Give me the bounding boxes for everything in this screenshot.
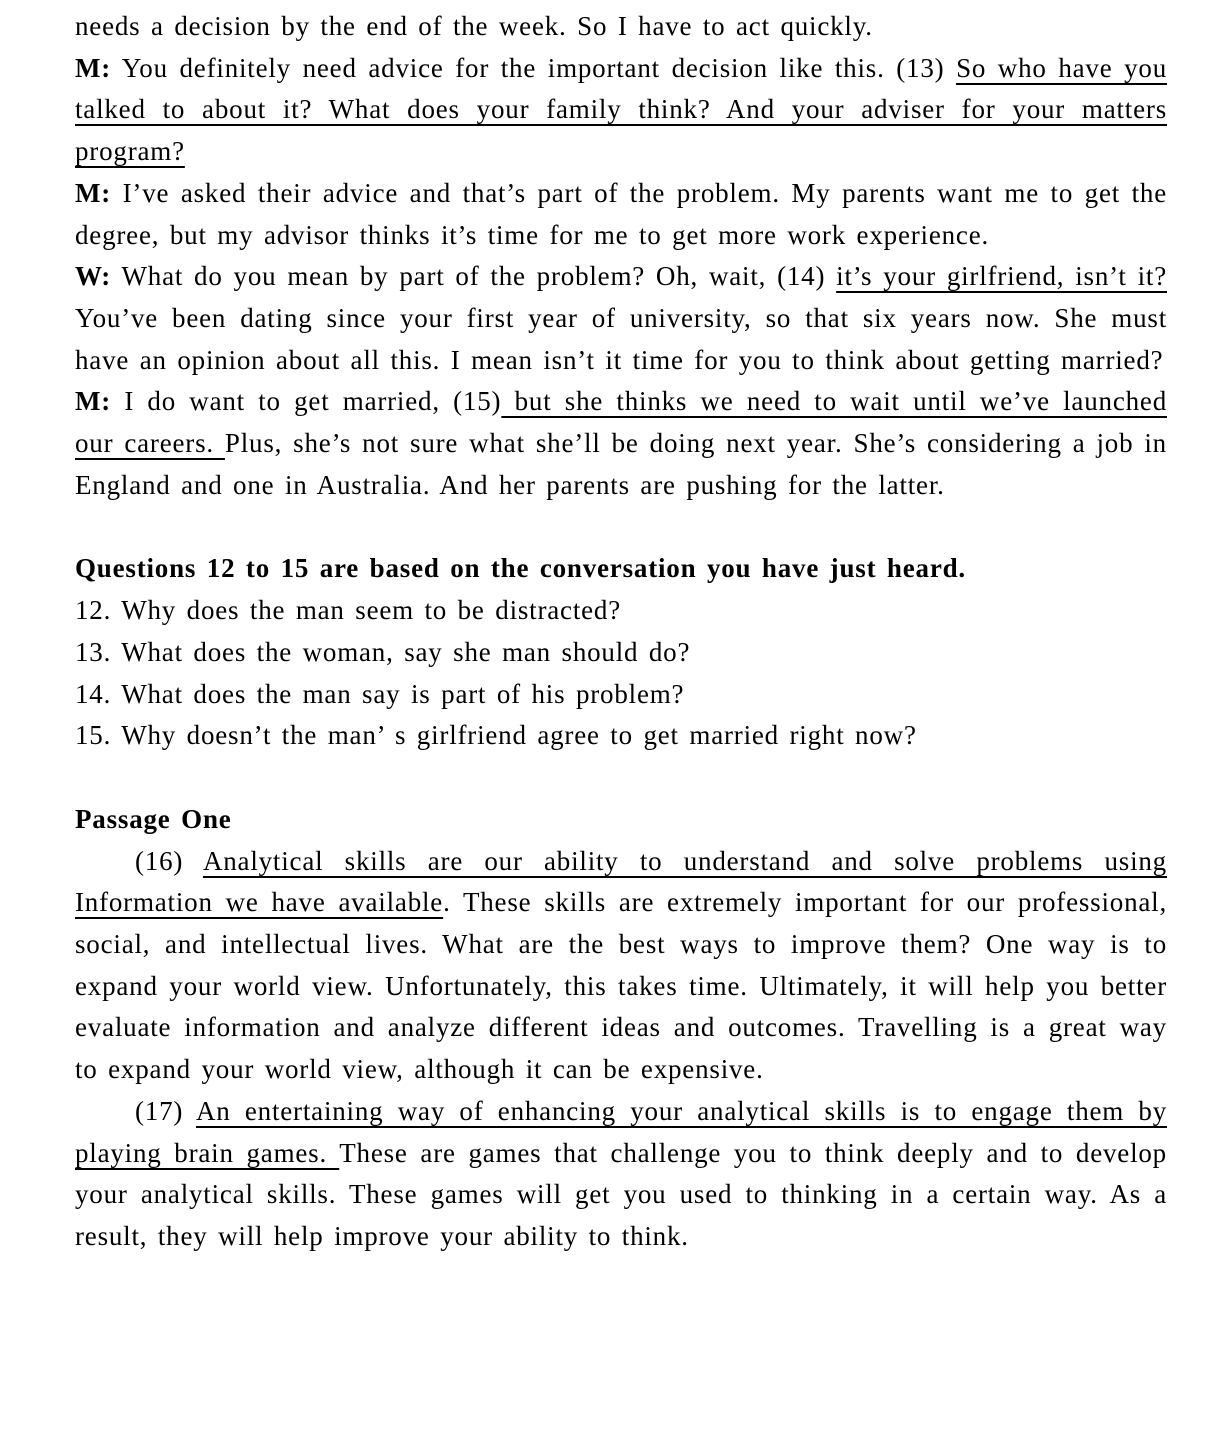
speaker-label: M: — [75, 52, 112, 83]
paragraph — [75, 6, 1167, 48]
speaker-label: M: — [75, 386, 112, 417]
passage-paragraph-16 — [75, 841, 1167, 1091]
paragraph-speaker-m — [75, 48, 1167, 173]
speaker-label: M: — [75, 177, 112, 208]
paragraph-speaker-w — [75, 256, 1167, 381]
text-segment: These are games that challenge you to think deeply and to develop your analytical skills. These games will get you used to thinking in a certain way. As a result, they will help improve your ability to think. — [75, 1137, 1167, 1251]
text-segment: 14. What does the man say is part of his problem? — [75, 678, 685, 709]
underlined-answer-14: it’s your girlfriend, isn’t it? — [836, 261, 1167, 292]
text-segment: (16) — [135, 845, 203, 876]
text-segment: 15. Why doesn’t the man’ s girlfriend agree to get married right now? — [75, 720, 917, 751]
text-segment: Questions 12 to 15 are based on the conversation you have just heard. — [75, 553, 966, 584]
underlined-answer-13: So who have you talked to about it? What does your family think? And your adviser for your matters program? — [75, 52, 1168, 167]
text-segment: What do you mean by part of the problem? Oh, wait, (14) — [111, 261, 837, 292]
underlined-answer-15: but she thinks we need to wait until we’ve launched our careers. — [75, 386, 1167, 459]
questions-heading — [75, 548, 1167, 590]
text-segment: Plus, she’s not sure what she’ll be doing next year. She’s considering a job in England and one in Australia. And her parents are pushing for the latter. — [75, 428, 1167, 500]
text-segment: 13. What does the woman, say she man should do? — [75, 636, 691, 667]
text-segment: . These skills are extremely important for our professional, social, and intellectual lives. What are the best ways to improve them? One way is to expand your world view. Unfortunately, this takes time. Ultimately, it will help you better evaluate information and analyze different ideas and outcomes. Travelling is a great way to expand your world view, although it can be expensive. — [75, 887, 1168, 1085]
passage-one-heading — [75, 799, 1167, 841]
text-segment: You definitely need advice for the important decision like this. (13) — [111, 52, 957, 83]
text-segment: (17) — [135, 1095, 196, 1126]
passage-paragraph-17 — [75, 1091, 1167, 1258]
text-segment: needs a decision by the end of the week. So I have to act quickly. — [75, 11, 873, 41]
underlined-answer-17: An entertaining way of enhancing your analytical skills is to engage them by playing brain games. — [75, 1095, 1168, 1168]
speaker-label: W: — [75, 261, 112, 292]
question-13 — [75, 632, 1167, 674]
text-segment: Passage One — [75, 803, 232, 834]
text-segment: I do want to get married, (15) — [111, 386, 502, 417]
paragraph-speaker-m — [75, 381, 1167, 506]
text-segment: You’ve been dating since your first year of university, so that six years now. She must have an opinion about all this. I mean isn’t it time for you to think about getting married? — [75, 302, 1167, 375]
underlined-answer-16: Analytical skills are our ability to understand and solve problems using Information we have available — [75, 845, 1167, 918]
paragraph-speaker-m — [75, 173, 1167, 256]
question-15 — [75, 715, 1167, 757]
text-segment: 12. Why does the man seem to be distracted? — [75, 595, 622, 626]
question-14 — [75, 674, 1167, 716]
text-segment: I’ve asked their advice and that’s part of the problem. My parents want me to get the degree, but my advisor thinks it’s time for me to get more work experience. — [75, 177, 1167, 250]
question-12 — [75, 590, 1167, 632]
